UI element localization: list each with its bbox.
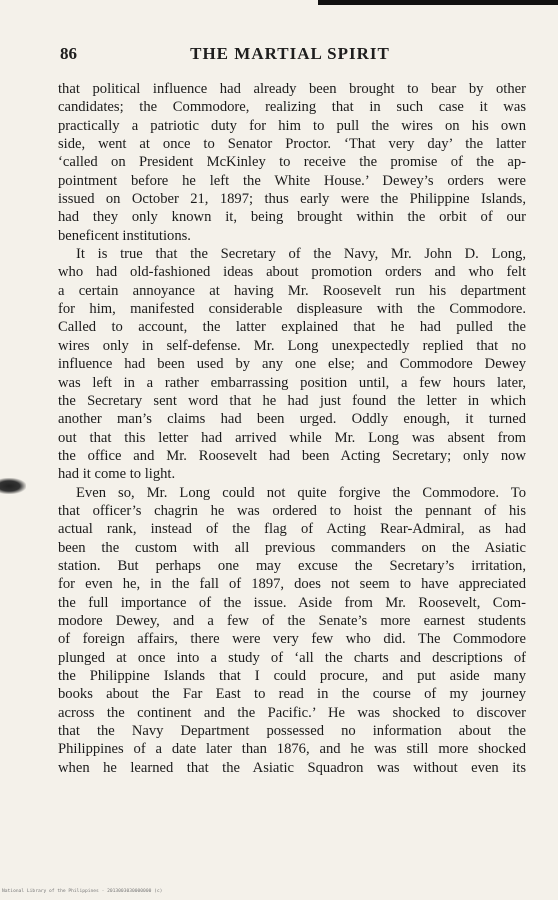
paragraph bbox=[58, 80, 526, 245]
text-line: issued on October 21, 1897; thus early were the Philippine Islands, bbox=[58, 191, 526, 208]
text-line: that political influence had already been brought to bear by other bbox=[58, 81, 526, 97]
text-line: plunged at once into a study of ‘all the charts and descriptions of bbox=[58, 649, 526, 666]
top-edge-rule bbox=[318, 0, 558, 5]
text-line: the office and Mr. Roosevelt had been Acting Secretary; only now bbox=[58, 447, 526, 464]
text-line: for even he, in the fall of 1897, does not seem to have appreciated bbox=[58, 576, 526, 593]
text-line: been the custom with all previous commanders on the Asiatic bbox=[58, 539, 526, 556]
text-line: influence had been used by any one else; and Commodore Dewey bbox=[58, 356, 526, 373]
text-line: the full importance of the issue. Aside from Mr. Roosevelt, Com- bbox=[58, 594, 526, 611]
text-line: when he learned that the Asiatic Squadron was without even its bbox=[58, 759, 526, 776]
text-line: the Secretary sent word that he had just found the letter in which bbox=[58, 392, 526, 409]
text-line: a certain annoyance at having Mr. Roosevelt run his department bbox=[58, 282, 526, 299]
body-text bbox=[58, 80, 526, 777]
text-line: of foreign affairs, there were very few who did. The Commodore bbox=[58, 631, 526, 648]
text-line: who had old-fashioned ideas about promotion orders and who felt bbox=[58, 264, 526, 281]
text-line: beneficent institutions. bbox=[58, 227, 191, 244]
text-line: out that this letter had arrived while Mr. Long was absent from bbox=[58, 429, 526, 446]
page-number: 86 bbox=[60, 44, 77, 63]
text-line: Called to account, the latter explained that he had pulled the bbox=[58, 319, 526, 336]
scan-footer: National Library of the Philippines · 2013003030000000 (c) bbox=[2, 889, 163, 894]
text-line: ‘called on President McKinley to receive the promise of the ap- bbox=[58, 154, 526, 171]
text-line: that the Navy Department possessed no information about the bbox=[58, 723, 526, 740]
text-line: actual rank, instead of the flag of Acting Rear-Admiral, as had bbox=[58, 521, 526, 538]
text-line: was left in a rather embarrassing position until, a few hours later, bbox=[58, 374, 526, 391]
page-header bbox=[60, 44, 520, 66]
text-line: across the continent and the Pacific.’ He was shocked to discover bbox=[58, 704, 526, 721]
text-line: It is true that the Secretary of the Navy, Mr. John D. Long, bbox=[76, 246, 526, 263]
text-line: candidates; the Commodore, realizing that in such case it was bbox=[58, 99, 526, 116]
text-line: wires only in self-defense. Mr. Long unexpectedly replied that no bbox=[58, 337, 526, 354]
binding-edge-mark bbox=[0, 478, 26, 494]
text-line: practically a patriotic duty for him to pull the wires on his own bbox=[58, 117, 526, 134]
text-line: side, went at once to Senator Proctor. ‘That very day’ the latter bbox=[58, 136, 526, 153]
text-line: for him, manifested considerable displeasure with the Commodore. bbox=[58, 301, 526, 318]
text-line: that officer’s chagrin he was ordered to hoist the pennant of his bbox=[58, 502, 526, 519]
text-line: had it come to light. bbox=[58, 466, 176, 483]
text-line: Philippines of a date later than 1876, and he was still more shocked bbox=[58, 741, 526, 758]
text-line: station. But perhaps one may excuse the Secretary’s irritation, bbox=[58, 557, 526, 574]
text-line: modore Dewey, and a few of the Senate’s more earnest students bbox=[58, 612, 526, 629]
text-line: another man’s claims had been urged. Oddly enough, it turned bbox=[58, 411, 526, 428]
text-line: had they only known it, being brought within the orbit of our bbox=[58, 209, 526, 226]
paragraph bbox=[58, 484, 526, 778]
text-line: books about the Far East to read in the course of my journey bbox=[58, 686, 526, 703]
text-line: the Philippine Islands that I could procure, and put aside many bbox=[58, 668, 526, 684]
paragraph bbox=[58, 245, 526, 483]
running-title: THE MARTIAL SPIRIT bbox=[190, 44, 390, 63]
text-line: Even so, Mr. Long could not quite forgive the Commodore. To bbox=[76, 484, 526, 501]
text-line: pointment before he left the White House.’ Dewey’s orders were bbox=[58, 172, 526, 189]
